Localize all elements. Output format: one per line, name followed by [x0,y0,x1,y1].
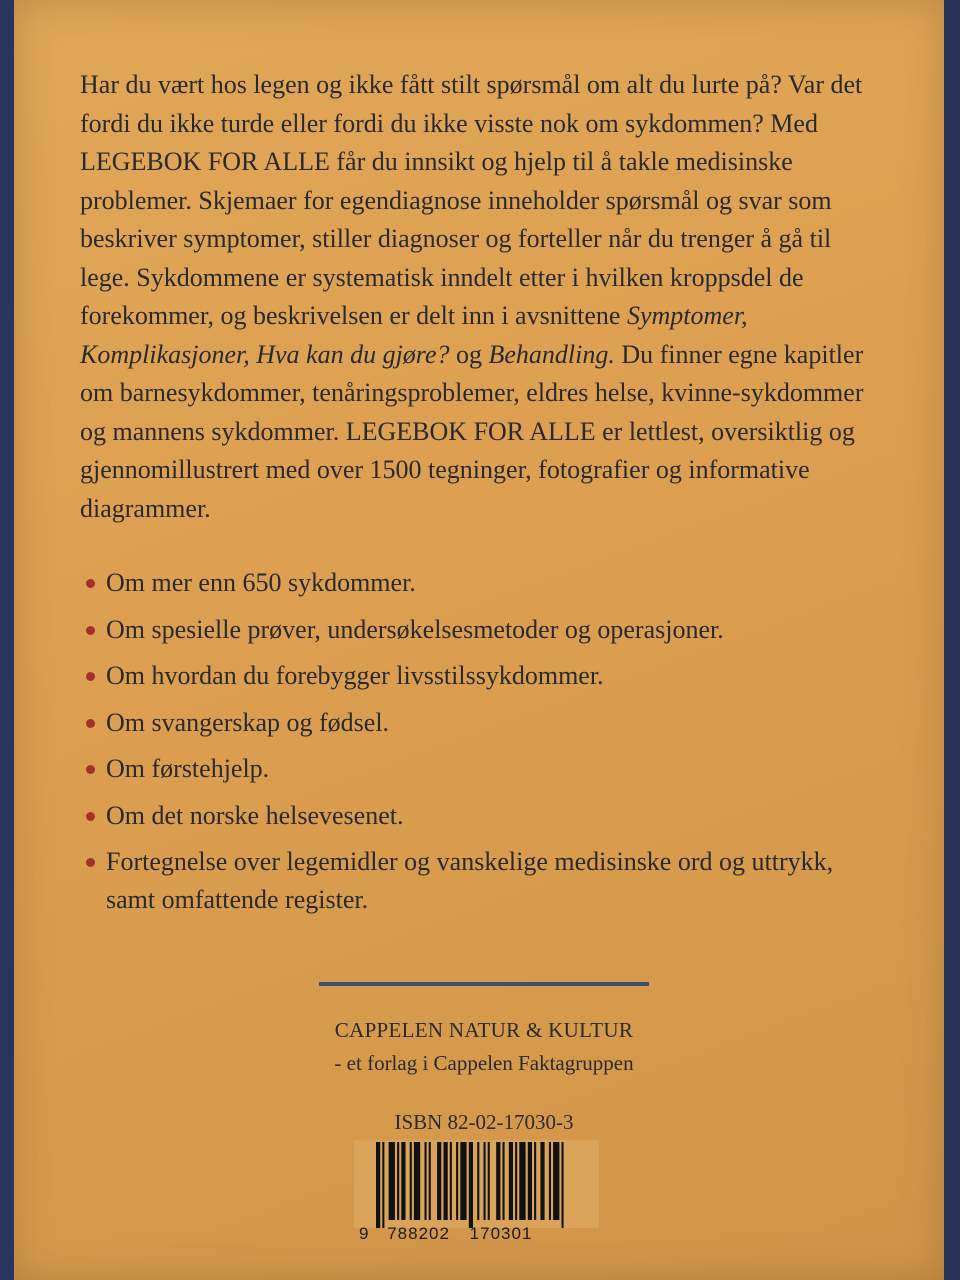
feature-item: Om svangerskap og fødsel. [86,704,886,742]
publisher-tagline: - et forlag i Cappelen Faktagruppen [334,1051,634,1075]
ean-right-group: 170301 [469,1224,533,1243]
barcode-bar [549,1142,551,1220]
barcode-bar [437,1142,441,1220]
feature-list [86,564,886,928]
barcode-bar [503,1142,505,1220]
barcode-bar [540,1142,544,1220]
feature-item: Om spesielle prøver, undersøkelsesmetoder og operasjoner. [86,611,886,649]
description-text-2: og [449,339,489,369]
feature-item: Om mer enn 650 sykdommer. [86,564,886,602]
bullet-dot-icon [86,719,95,728]
barcode-bar [496,1142,500,1220]
barcode-bar [534,1142,536,1220]
barcode-bar [425,1142,427,1220]
description-text-1: Har du vært hos legen og ikke fått stilt spørsmål om alt du lurte på? Var det fordi du ikke turde eller fordi du ikke visste nok om sykdommen? Med LEGEBOK FOR ALLE får du innsikt og hjelp til å takle medisinske problemer. Skjemaer for egendiagnose inneholder spørsmål og svar som beskriver symptomer, stiller diagnoser og forteller når du trenger å gå til lege. Sykdommene er systematisk inndelt etter i hvilken kroppsdel de forekommer, og beskrivelsen er delt inn i avsnittene [80,70,863,330]
barcode-bar [414,1142,420,1220]
ean-left-group: 788202 [387,1224,450,1243]
barcode-bar [450,1142,452,1220]
barcode-bar [389,1142,395,1220]
barcode-bar [382,1142,384,1228]
barcode-bar [528,1142,532,1220]
barcode-bars-icon [354,1140,599,1228]
bullet-dot-icon [86,765,95,774]
description-italic-treatment: Behandling. [488,339,615,369]
barcode-bar [376,1142,380,1228]
barcode-bar [429,1142,431,1220]
divider-rule [319,982,649,986]
barcode-bar [488,1142,490,1220]
barcode-bar [553,1142,559,1220]
back-cover [14,0,944,1280]
description-paragraph [80,66,880,528]
barcode-bar [397,1142,399,1220]
feature-item: Fortegnelse over legemidler og vanskelige medisinske ord og uttrykk, samt omfattende register. [86,843,886,919]
barcode-bar [469,1142,473,1228]
description-text-3: Du finner egne kapitler om barnesykdommer, tenåringsproblemer, eldres helse, kvinne-sykdommer og mannens sykdommer. LEGEBOK FOR ALLE er lettlest, oversiktlig og gjennomillustrert med over 1500 tegninger, fotografier og informative diagrammer. [80,339,864,523]
barcode-bar [519,1142,525,1220]
barcode-bar [444,1142,448,1220]
barcode-bar [456,1142,458,1220]
barcode-bar [410,1142,412,1220]
description-italic-sections: Symptomer, Komplikasjoner, Hva kan du gjøre? [80,301,748,369]
barcode-bar [401,1142,405,1220]
bullet-dot-icon [86,812,95,821]
barcode-bar [460,1142,466,1220]
publisher-name: CAPPELEN NATUR & KULTUR [334,1018,634,1042]
ean-digits [359,1224,599,1244]
publisher-block [314,1014,654,1080]
bullet-dot-icon [86,579,95,588]
feature-item: Om førstehjelp. [86,750,886,788]
barcode-bar [484,1142,486,1220]
barcode-bar [562,1142,564,1228]
feature-item: Om det norske helsevesenet. [86,797,886,835]
bullet-dot-icon [86,672,95,681]
isbn-label: ISBN 82-02-17030-3 [394,1110,574,1134]
bullet-dot-icon [86,858,95,867]
bullet-dot-icon [86,626,95,635]
ean-first-digit: 9 [359,1224,370,1243]
barcode-bar [515,1142,517,1220]
barcode-bar [509,1142,513,1220]
feature-item: Om hvordan du forebygger livsstilssykdommer. [86,657,886,695]
barcode-bar [477,1142,479,1220]
